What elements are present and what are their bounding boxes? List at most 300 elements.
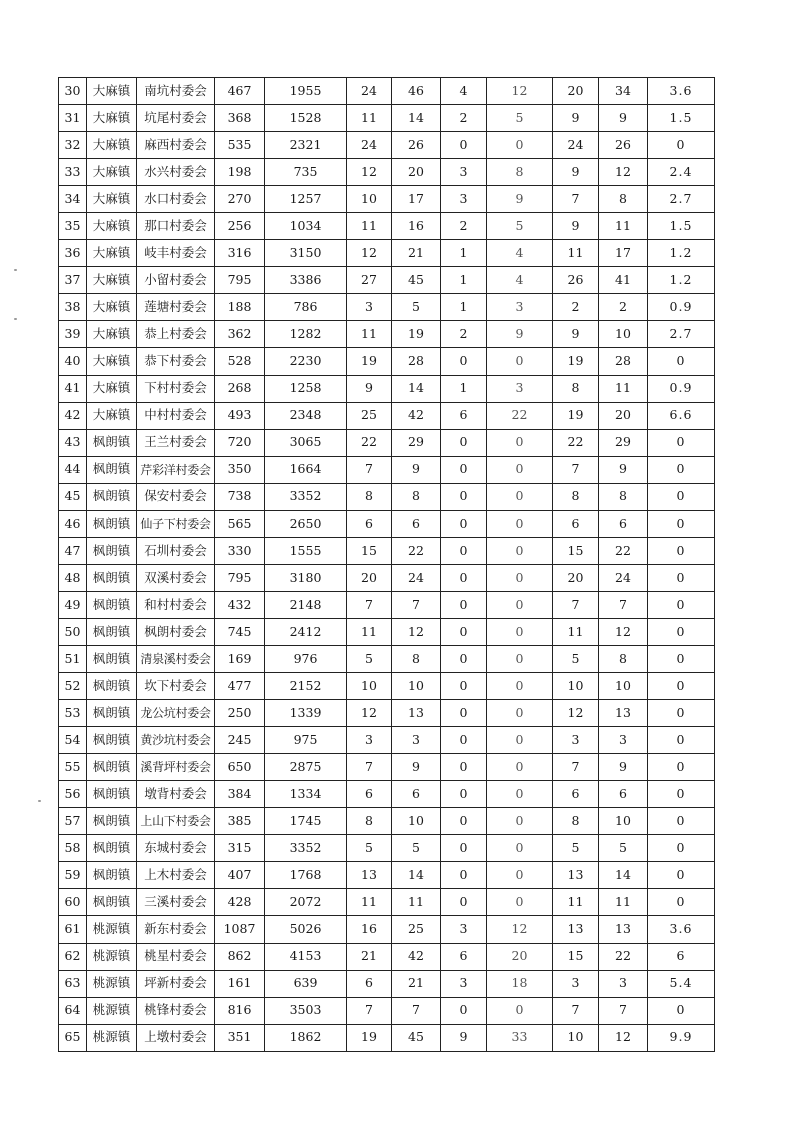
- value-col-11: 12: [599, 1024, 648, 1051]
- value-col-8: 3: [441, 186, 487, 213]
- value-col-6: 9: [347, 375, 392, 402]
- value-col-8: 1: [441, 375, 487, 402]
- row-number: 62: [59, 943, 87, 970]
- row-number: 45: [59, 483, 87, 510]
- value-col-6: 7: [347, 754, 392, 781]
- value-col-11: 8: [599, 645, 648, 672]
- value-col-7: 8: [392, 483, 441, 510]
- value-col-10: 10: [553, 673, 599, 700]
- ratio-value: 1.2: [648, 267, 715, 294]
- value-col-7: 10: [392, 808, 441, 835]
- household-count: 565: [215, 510, 265, 537]
- value-col-6: 7: [347, 591, 392, 618]
- table-row: [59, 997, 715, 1024]
- value-col-9: 5: [487, 213, 553, 240]
- population-count: 3150: [265, 240, 347, 267]
- value-col-6: 6: [347, 781, 392, 808]
- value-col-7: 29: [392, 429, 441, 456]
- population-count: 1034: [265, 213, 347, 240]
- ratio-value: 0: [648, 591, 715, 618]
- household-count: 795: [215, 267, 265, 294]
- village-name: 枫朗村委会: [137, 618, 215, 645]
- value-col-9: 0: [487, 700, 553, 727]
- ratio-value: 2.4: [648, 159, 715, 186]
- value-col-6: 10: [347, 186, 392, 213]
- value-col-10: 3: [553, 727, 599, 754]
- household-count: 528: [215, 348, 265, 375]
- town-name: 桃源镇: [87, 943, 137, 970]
- town-name: 枫朗镇: [87, 645, 137, 672]
- value-col-7: 5: [392, 835, 441, 862]
- household-count: 350: [215, 456, 265, 483]
- population-count: 1334: [265, 781, 347, 808]
- village-name: 保安村委会: [137, 483, 215, 510]
- row-number: 50: [59, 618, 87, 645]
- value-col-7: 20: [392, 159, 441, 186]
- household-count: 351: [215, 1024, 265, 1051]
- value-col-9: 4: [487, 240, 553, 267]
- value-col-6: 12: [347, 159, 392, 186]
- value-col-6: 15: [347, 537, 392, 564]
- table-row: [59, 429, 715, 456]
- value-col-7: 46: [392, 78, 441, 105]
- value-col-6: 25: [347, 402, 392, 429]
- ratio-value: 0: [648, 808, 715, 835]
- table-row: [59, 537, 715, 564]
- population-count: 735: [265, 159, 347, 186]
- value-col-9: 0: [487, 862, 553, 889]
- town-name: 桃源镇: [87, 916, 137, 943]
- ratio-value: 2.7: [648, 186, 715, 213]
- row-number: 31: [59, 105, 87, 132]
- household-count: 315: [215, 835, 265, 862]
- value-col-11: 26: [599, 132, 648, 159]
- value-col-8: 0: [441, 429, 487, 456]
- value-col-6: 10: [347, 673, 392, 700]
- village-name: 恭上村委会: [137, 321, 215, 348]
- town-name: 枫朗镇: [87, 510, 137, 537]
- value-col-11: 11: [599, 375, 648, 402]
- village-name: 坪新村委会: [137, 970, 215, 997]
- ratio-value: 0: [648, 645, 715, 672]
- value-col-10: 19: [553, 402, 599, 429]
- value-col-10: 9: [553, 321, 599, 348]
- value-col-6: 5: [347, 645, 392, 672]
- village-name: 溪背坪村委会: [137, 754, 215, 781]
- table-row: [59, 673, 715, 700]
- value-col-10: 9: [553, 159, 599, 186]
- value-col-6: 27: [347, 267, 392, 294]
- row-number: 49: [59, 591, 87, 618]
- value-col-6: 12: [347, 700, 392, 727]
- ratio-value: 5.4: [648, 970, 715, 997]
- ratio-value: 9.9: [648, 1024, 715, 1051]
- value-col-6: 6: [347, 970, 392, 997]
- value-col-6: 11: [347, 213, 392, 240]
- value-col-9: 0: [487, 483, 553, 510]
- town-name: 大麻镇: [87, 105, 137, 132]
- value-col-6: 19: [347, 348, 392, 375]
- town-name: 大麻镇: [87, 294, 137, 321]
- value-col-11: 3: [599, 970, 648, 997]
- value-col-6: 8: [347, 483, 392, 510]
- value-col-8: 4: [441, 78, 487, 105]
- value-col-9: 8: [487, 159, 553, 186]
- ratio-value: 0: [648, 456, 715, 483]
- population-count: 3352: [265, 483, 347, 510]
- population-count: 1555: [265, 537, 347, 564]
- value-col-7: 25: [392, 916, 441, 943]
- value-col-9: 33: [487, 1024, 553, 1051]
- village-name: 中村村委会: [137, 402, 215, 429]
- value-col-7: 12: [392, 618, 441, 645]
- value-col-10: 5: [553, 645, 599, 672]
- town-name: 大麻镇: [87, 132, 137, 159]
- population-count: 1339: [265, 700, 347, 727]
- value-col-11: 11: [599, 213, 648, 240]
- value-col-10: 9: [553, 105, 599, 132]
- table-row: [59, 1024, 715, 1051]
- village-name: 小留村委会: [137, 267, 215, 294]
- population-count: 975: [265, 727, 347, 754]
- value-col-8: 0: [441, 889, 487, 916]
- value-col-9: 22: [487, 402, 553, 429]
- table-row: [59, 456, 715, 483]
- table-row: [59, 240, 715, 267]
- value-col-8: 0: [441, 348, 487, 375]
- table-row: [59, 591, 715, 618]
- table-row: [59, 186, 715, 213]
- value-col-6: 19: [347, 1024, 392, 1051]
- village-name: 麻西村委会: [137, 132, 215, 159]
- value-col-8: 0: [441, 537, 487, 564]
- value-col-11: 10: [599, 321, 648, 348]
- population-count: 5026: [265, 916, 347, 943]
- town-name: 大麻镇: [87, 348, 137, 375]
- village-name: 恭下村委会: [137, 348, 215, 375]
- household-count: 268: [215, 375, 265, 402]
- row-number: 40: [59, 348, 87, 375]
- value-col-11: 2: [599, 294, 648, 321]
- population-count: 1258: [265, 375, 347, 402]
- town-name: 枫朗镇: [87, 781, 137, 808]
- value-col-7: 16: [392, 213, 441, 240]
- table-row: [59, 348, 715, 375]
- ratio-value: 0: [648, 564, 715, 591]
- value-col-6: 24: [347, 132, 392, 159]
- table-row: [59, 781, 715, 808]
- town-name: 大麻镇: [87, 375, 137, 402]
- value-col-10: 8: [553, 808, 599, 835]
- household-count: 407: [215, 862, 265, 889]
- table-row: [59, 78, 715, 105]
- town-name: 枫朗镇: [87, 673, 137, 700]
- town-name: 枫朗镇: [87, 808, 137, 835]
- value-col-8: 0: [441, 456, 487, 483]
- ratio-value: 0: [648, 727, 715, 754]
- village-name: 仙子下村委会: [137, 510, 215, 537]
- table-row: [59, 700, 715, 727]
- value-col-10: 13: [553, 862, 599, 889]
- value-col-11: 28: [599, 348, 648, 375]
- value-col-10: 13: [553, 916, 599, 943]
- value-col-6: 24: [347, 78, 392, 105]
- population-count: 1282: [265, 321, 347, 348]
- village-name: 桃锋村委会: [137, 997, 215, 1024]
- ratio-value: 0: [648, 673, 715, 700]
- value-col-7: 9: [392, 456, 441, 483]
- population-count: 2412: [265, 618, 347, 645]
- value-col-9: 0: [487, 754, 553, 781]
- value-col-8: 1: [441, 294, 487, 321]
- value-col-9: 0: [487, 727, 553, 754]
- row-number: 34: [59, 186, 87, 213]
- ratio-value: 6.6: [648, 402, 715, 429]
- value-col-6: 7: [347, 997, 392, 1024]
- value-col-8: 0: [441, 997, 487, 1024]
- row-number: 63: [59, 970, 87, 997]
- household-count: 256: [215, 213, 265, 240]
- row-number: 48: [59, 564, 87, 591]
- value-col-8: 2: [441, 105, 487, 132]
- value-col-8: 0: [441, 591, 487, 618]
- row-number: 65: [59, 1024, 87, 1051]
- value-col-8: 6: [441, 943, 487, 970]
- value-col-8: 3: [441, 159, 487, 186]
- value-col-8: 0: [441, 754, 487, 781]
- value-col-9: 0: [487, 781, 553, 808]
- village-name: 新东村委会: [137, 916, 215, 943]
- value-col-6: 22: [347, 429, 392, 456]
- population-count: 2650: [265, 510, 347, 537]
- table-row: [59, 483, 715, 510]
- value-col-11: 13: [599, 700, 648, 727]
- value-col-10: 7: [553, 997, 599, 1024]
- table-row: [59, 375, 715, 402]
- value-col-10: 5: [553, 835, 599, 862]
- village-name: 黄沙坑村委会: [137, 727, 215, 754]
- value-col-8: 0: [441, 835, 487, 862]
- village-name: 三溪村委会: [137, 889, 215, 916]
- household-count: 362: [215, 321, 265, 348]
- household-count: 250: [215, 700, 265, 727]
- population-count: 1745: [265, 808, 347, 835]
- value-col-9: 0: [487, 564, 553, 591]
- value-col-11: 7: [599, 997, 648, 1024]
- value-col-11: 17: [599, 240, 648, 267]
- value-col-9: 0: [487, 997, 553, 1024]
- value-col-9: 0: [487, 645, 553, 672]
- row-number: 46: [59, 510, 87, 537]
- population-count: 2348: [265, 402, 347, 429]
- village-name: 龙公坑村委会: [137, 700, 215, 727]
- town-name: 枫朗镇: [87, 429, 137, 456]
- value-col-8: 0: [441, 700, 487, 727]
- village-name: 王兰村委会: [137, 429, 215, 456]
- value-col-10: 11: [553, 889, 599, 916]
- town-name: 桃源镇: [87, 997, 137, 1024]
- value-col-8: 0: [441, 808, 487, 835]
- town-name: 大麻镇: [87, 159, 137, 186]
- row-number: 43: [59, 429, 87, 456]
- value-col-7: 13: [392, 700, 441, 727]
- value-col-8: 0: [441, 862, 487, 889]
- population-count: 976: [265, 645, 347, 672]
- value-col-7: 7: [392, 997, 441, 1024]
- table-row: [59, 727, 715, 754]
- value-col-6: 12: [347, 240, 392, 267]
- value-col-11: 5: [599, 835, 648, 862]
- ratio-value: 0: [648, 862, 715, 889]
- value-col-11: 12: [599, 618, 648, 645]
- value-col-10: 20: [553, 78, 599, 105]
- village-name: 双溪村委会: [137, 564, 215, 591]
- town-name: 枫朗镇: [87, 862, 137, 889]
- household-count: 245: [215, 727, 265, 754]
- ratio-value: 0: [648, 997, 715, 1024]
- town-name: 枫朗镇: [87, 618, 137, 645]
- household-count: 1087: [215, 916, 265, 943]
- value-col-9: 0: [487, 510, 553, 537]
- household-count: 650: [215, 754, 265, 781]
- household-count: 316: [215, 240, 265, 267]
- value-col-7: 28: [392, 348, 441, 375]
- value-col-9: 0: [487, 348, 553, 375]
- table-row: [59, 321, 715, 348]
- row-number: 35: [59, 213, 87, 240]
- value-col-10: 22: [553, 429, 599, 456]
- ratio-value: 0: [648, 429, 715, 456]
- value-col-8: 9: [441, 1024, 487, 1051]
- value-col-8: 3: [441, 970, 487, 997]
- row-number: 55: [59, 754, 87, 781]
- value-col-10: 6: [553, 510, 599, 537]
- row-number: 37: [59, 267, 87, 294]
- value-col-11: 3: [599, 727, 648, 754]
- row-number: 33: [59, 159, 87, 186]
- value-col-6: 11: [347, 889, 392, 916]
- value-col-8: 2: [441, 321, 487, 348]
- value-col-10: 24: [553, 132, 599, 159]
- scan-speck: [38, 800, 41, 802]
- value-col-11: 14: [599, 862, 648, 889]
- value-col-9: 20: [487, 943, 553, 970]
- value-col-7: 21: [392, 970, 441, 997]
- value-col-10: 19: [553, 348, 599, 375]
- population-count: 2321: [265, 132, 347, 159]
- value-col-8: 2: [441, 213, 487, 240]
- value-col-9: 0: [487, 591, 553, 618]
- village-name: 那口村委会: [137, 213, 215, 240]
- value-col-11: 9: [599, 456, 648, 483]
- population-count: 1955: [265, 78, 347, 105]
- value-col-10: 9: [553, 213, 599, 240]
- village-name: 坎下村委会: [137, 673, 215, 700]
- ratio-value: 6: [648, 943, 715, 970]
- value-col-9: 18: [487, 970, 553, 997]
- value-col-9: 0: [487, 618, 553, 645]
- value-col-7: 22: [392, 537, 441, 564]
- value-col-11: 6: [599, 781, 648, 808]
- value-col-11: 20: [599, 402, 648, 429]
- scan-speck: [14, 269, 17, 271]
- value-col-9: 0: [487, 429, 553, 456]
- population-count: 2152: [265, 673, 347, 700]
- ratio-value: 0: [648, 348, 715, 375]
- table-row: [59, 105, 715, 132]
- value-col-7: 7: [392, 591, 441, 618]
- table-row: [59, 754, 715, 781]
- row-number: 42: [59, 402, 87, 429]
- village-name: 上木村委会: [137, 862, 215, 889]
- table-row: [59, 294, 715, 321]
- row-number: 38: [59, 294, 87, 321]
- household-count: 432: [215, 591, 265, 618]
- village-name: 和村村委会: [137, 591, 215, 618]
- town-name: 枫朗镇: [87, 754, 137, 781]
- value-col-9: 9: [487, 321, 553, 348]
- value-col-10: 20: [553, 564, 599, 591]
- row-number: 32: [59, 132, 87, 159]
- household-count: 270: [215, 186, 265, 213]
- value-col-10: 8: [553, 483, 599, 510]
- value-col-10: 7: [553, 186, 599, 213]
- value-col-10: 2: [553, 294, 599, 321]
- table-row: [59, 808, 715, 835]
- village-name: 岐丰村委会: [137, 240, 215, 267]
- value-col-7: 9: [392, 754, 441, 781]
- value-col-7: 14: [392, 105, 441, 132]
- ratio-value: 0: [648, 618, 715, 645]
- value-col-11: 8: [599, 186, 648, 213]
- row-number: 47: [59, 537, 87, 564]
- household-count: 493: [215, 402, 265, 429]
- household-count: 169: [215, 645, 265, 672]
- value-col-11: 24: [599, 564, 648, 591]
- value-col-7: 3: [392, 727, 441, 754]
- value-col-11: 7: [599, 591, 648, 618]
- household-count: 385: [215, 808, 265, 835]
- population-count: 1862: [265, 1024, 347, 1051]
- value-col-11: 41: [599, 267, 648, 294]
- value-col-7: 45: [392, 1024, 441, 1051]
- row-number: 61: [59, 916, 87, 943]
- table-body: [59, 78, 715, 1052]
- row-number: 39: [59, 321, 87, 348]
- value-col-10: 11: [553, 618, 599, 645]
- value-col-10: 10: [553, 1024, 599, 1051]
- value-col-6: 5: [347, 835, 392, 862]
- village-name: 桃星村委会: [137, 943, 215, 970]
- value-col-9: 0: [487, 456, 553, 483]
- row-number: 52: [59, 673, 87, 700]
- value-col-9: 0: [487, 673, 553, 700]
- village-name: 清泉溪村委会: [137, 645, 215, 672]
- value-col-8: 0: [441, 727, 487, 754]
- row-number: 36: [59, 240, 87, 267]
- population-count: 3065: [265, 429, 347, 456]
- value-col-6: 13: [347, 862, 392, 889]
- household-count: 198: [215, 159, 265, 186]
- row-number: 44: [59, 456, 87, 483]
- population-count: 2230: [265, 348, 347, 375]
- ratio-value: 0: [648, 537, 715, 564]
- value-col-11: 34: [599, 78, 648, 105]
- value-col-7: 42: [392, 943, 441, 970]
- value-col-10: 3: [553, 970, 599, 997]
- table-row: [59, 618, 715, 645]
- ratio-value: 2.7: [648, 321, 715, 348]
